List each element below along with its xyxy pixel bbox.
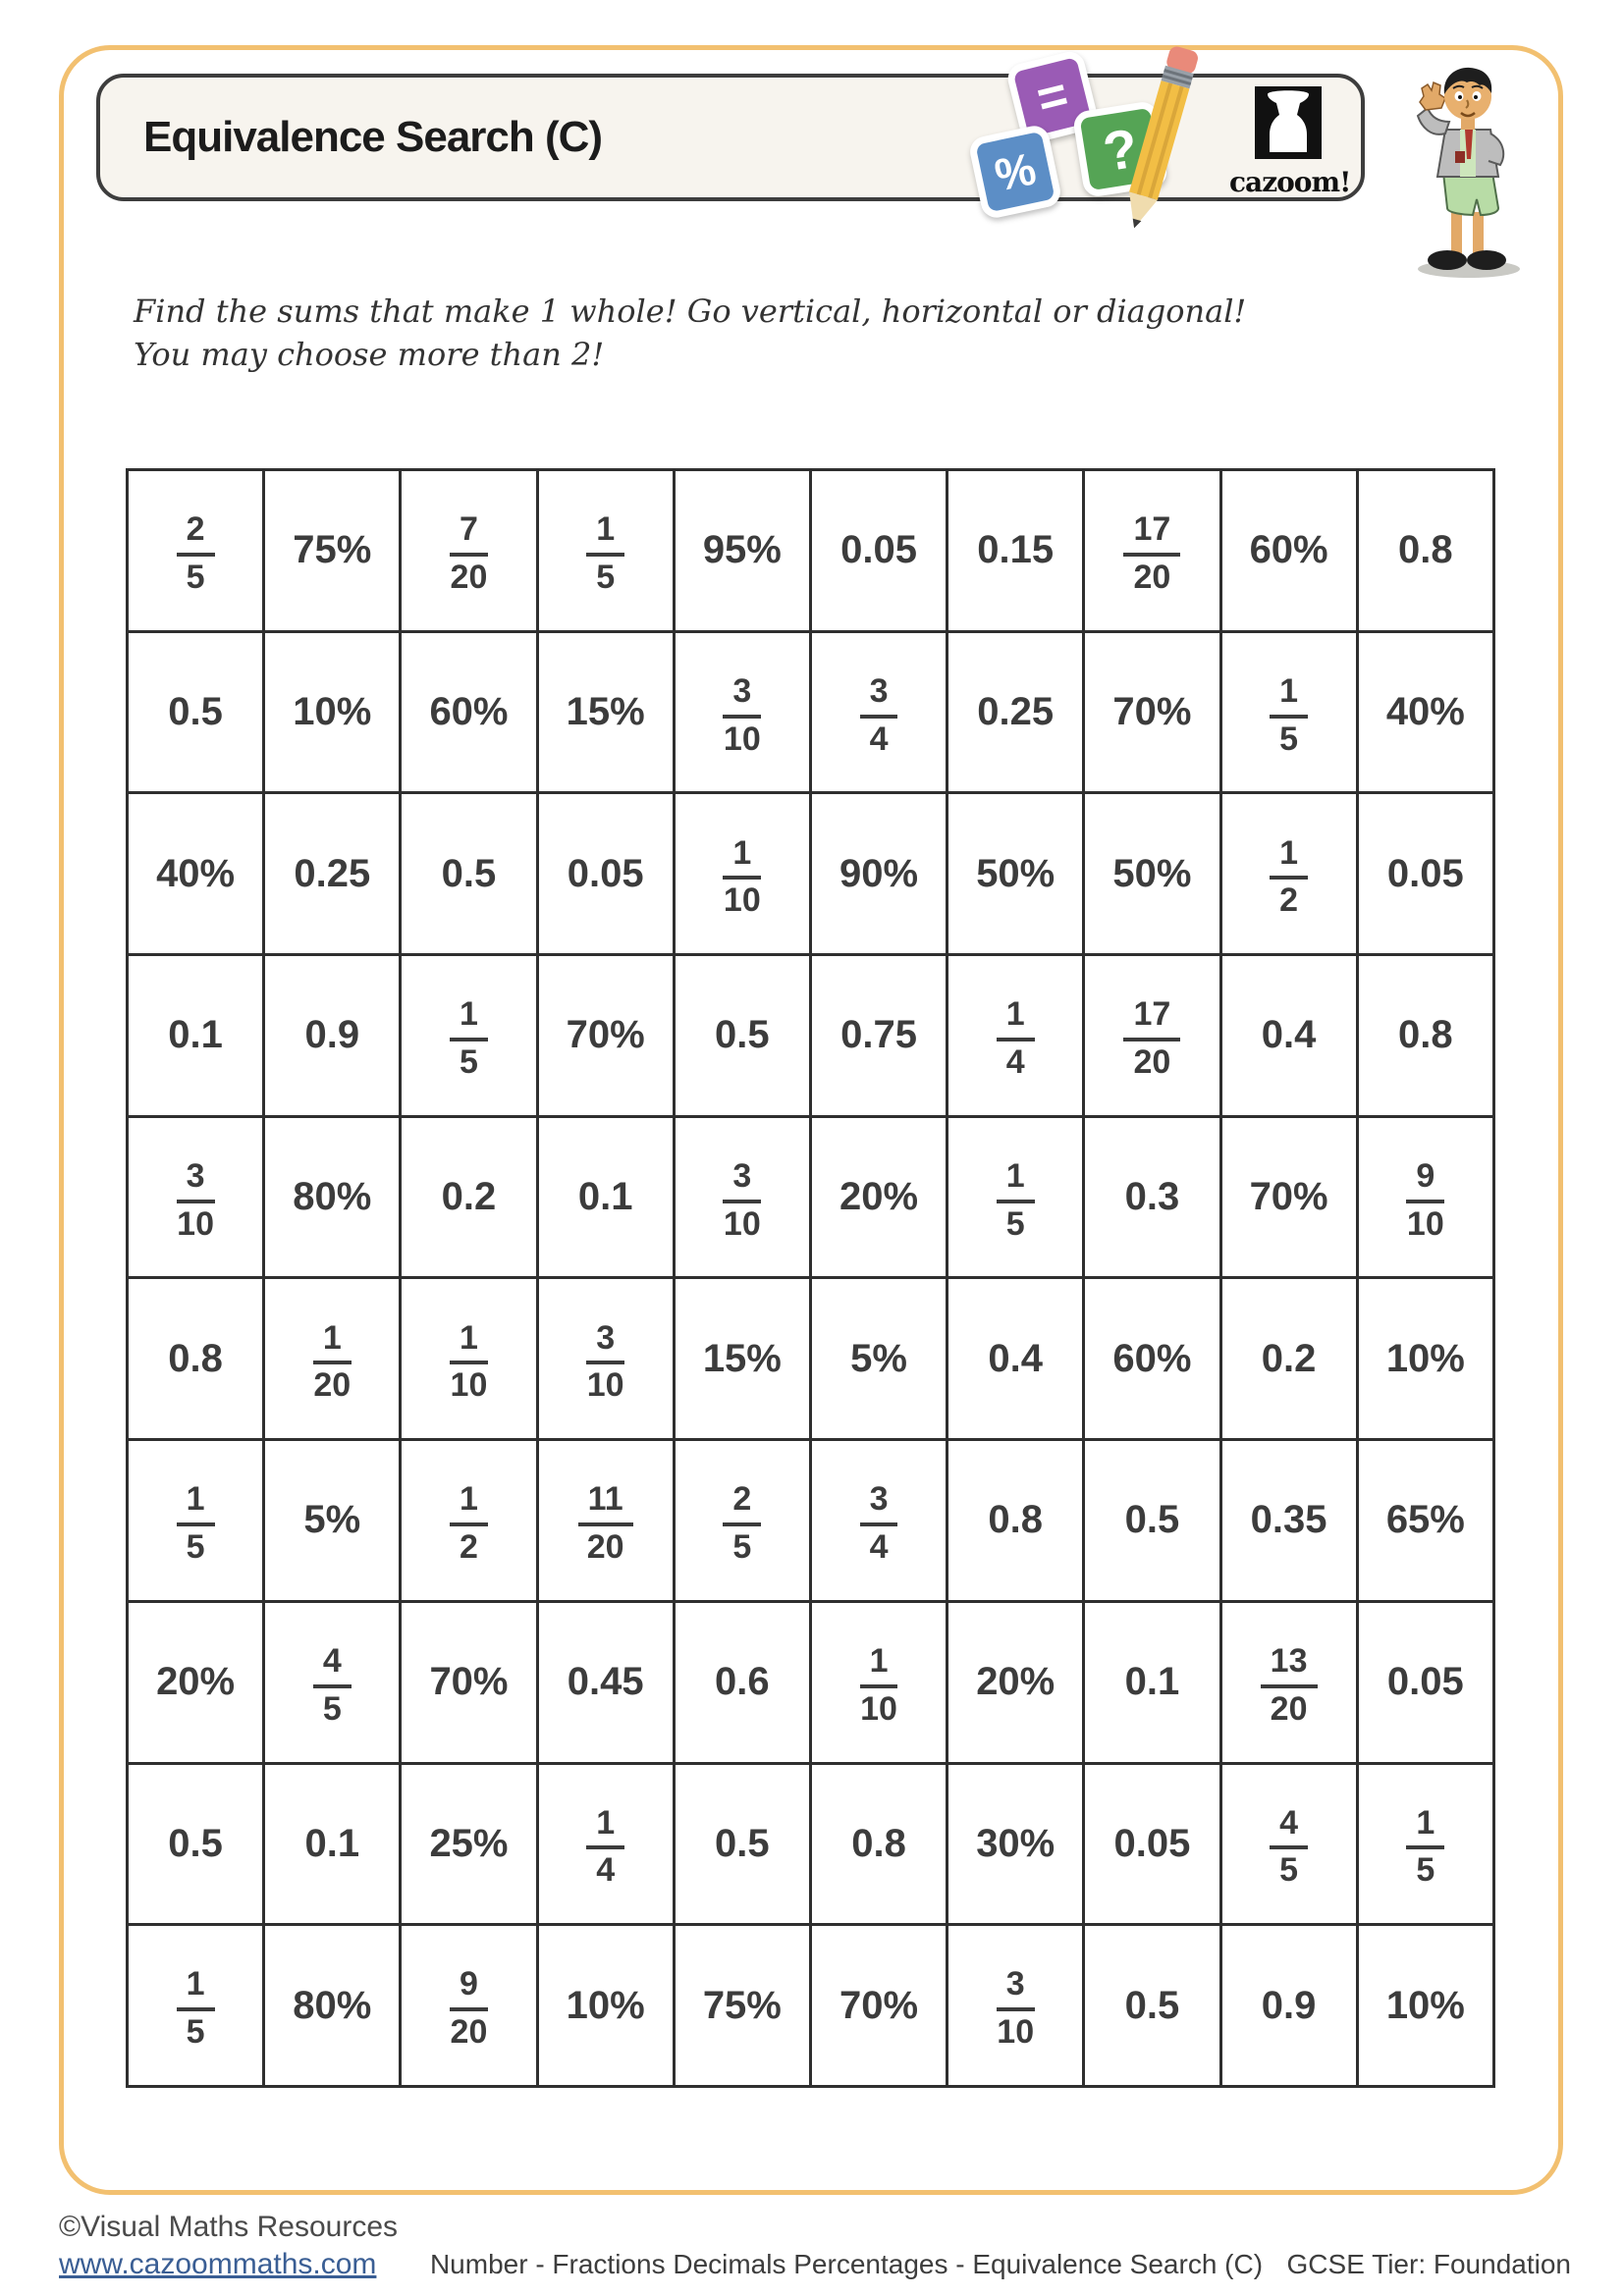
grid-row bbox=[128, 793, 1494, 955]
grid-cell: 60% bbox=[1084, 1278, 1220, 1440]
fraction-value: $\frac{4}{5}$ bbox=[313, 1644, 352, 1727]
grid-cell: 0.75 bbox=[810, 955, 947, 1117]
grid-row bbox=[128, 1278, 1494, 1440]
grid-cell: 0.1 bbox=[537, 1116, 674, 1278]
grid-cell: 0.5 bbox=[128, 631, 264, 793]
grid-cell: 0.15 bbox=[947, 470, 1084, 632]
grid-cell: 0.5 bbox=[401, 793, 537, 955]
grid-cell: 0.05 bbox=[810, 470, 947, 632]
instructions-line-1: Find the sums that make 1 whole! Go vertical, horizontal or diagonal! bbox=[134, 293, 1247, 330]
grid-cell: 30% bbox=[947, 1763, 1084, 1925]
grid-cell bbox=[128, 470, 264, 632]
copyright-text: ©Visual Maths Resources bbox=[59, 2211, 399, 2243]
fraction-value: $\frac{1}{2}$ bbox=[1270, 836, 1308, 919]
grid-cell: 20% bbox=[947, 1601, 1084, 1763]
grid-cell bbox=[401, 1925, 537, 2087]
grid-cell: 0.05 bbox=[1084, 1763, 1220, 1925]
grid-cell: 10% bbox=[1357, 1925, 1493, 2087]
grid-cell: 0.5 bbox=[674, 955, 810, 1117]
grid-cell: 0.5 bbox=[1084, 1440, 1220, 1602]
grid-cell: 0.1 bbox=[1084, 1601, 1220, 1763]
fraction-value: $\frac{1}{5}$ bbox=[997, 1159, 1035, 1242]
grid-cell: 90% bbox=[810, 793, 947, 955]
grid-cell: 5% bbox=[264, 1440, 401, 1602]
equals-glyph: = bbox=[1031, 66, 1074, 129]
grid-cell bbox=[537, 1763, 674, 1925]
grid-cell: 0.8 bbox=[1357, 955, 1493, 1117]
grid-cell bbox=[947, 1925, 1084, 2087]
website-link[interactable]: www.cazoommaths.com bbox=[59, 2248, 377, 2280]
grid-cell bbox=[1220, 1763, 1357, 1925]
fraction-value: $\frac{1}{5}$ bbox=[450, 997, 488, 1080]
grid-cell bbox=[1084, 470, 1220, 632]
grid-cell bbox=[537, 470, 674, 632]
grid-cell bbox=[264, 1601, 401, 1763]
grid-cell: 0.2 bbox=[401, 1116, 537, 1278]
grid-cell: 0.8 bbox=[1357, 470, 1493, 632]
page-title: Equivalence Search (C) bbox=[143, 113, 603, 161]
grid-cell: 0.35 bbox=[1220, 1440, 1357, 1602]
grid-cell: 0.6 bbox=[674, 1601, 810, 1763]
fraction-value: $\frac{3}{10}$ bbox=[177, 1156, 214, 1243]
grid-cell: 0.9 bbox=[264, 955, 401, 1117]
grid-cell bbox=[128, 1440, 264, 1602]
footer-left bbox=[59, 2209, 398, 2288]
grid-cell: 15% bbox=[537, 631, 674, 793]
fraction-value: $\frac{2}{5}$ bbox=[177, 512, 215, 595]
grid-cell bbox=[674, 1440, 810, 1602]
grid-cell: 0.5 bbox=[128, 1763, 264, 1925]
fraction-value: $\frac{1}{5}$ bbox=[177, 1482, 215, 1565]
grid-cell: 0.1 bbox=[128, 955, 264, 1117]
grid-cell: 20% bbox=[128, 1601, 264, 1763]
grid-cell bbox=[401, 955, 537, 1117]
fraction-value: $\frac{3}{10}$ bbox=[723, 1156, 761, 1243]
grid-cell bbox=[128, 1116, 264, 1278]
worksheet-grid-body bbox=[128, 470, 1494, 2087]
grid-cell: 70% bbox=[1084, 631, 1220, 793]
grid-cell bbox=[674, 631, 810, 793]
mascot-boy-illustration bbox=[1396, 57, 1534, 281]
grid-cell bbox=[537, 1440, 674, 1602]
fraction-value: $\frac{3}{4}$ bbox=[860, 674, 898, 757]
question-glyph: ? bbox=[1099, 116, 1142, 183]
grid-cell: 80% bbox=[264, 1925, 401, 2087]
grid-cell: 0.25 bbox=[947, 631, 1084, 793]
grid-cell: 10% bbox=[1357, 1278, 1493, 1440]
grid-cell: 0.4 bbox=[1220, 955, 1357, 1117]
grid-cell: 0.9 bbox=[1220, 1925, 1357, 2087]
grid-cell: 20% bbox=[810, 1116, 947, 1278]
fraction-value: $\frac{1}{4}$ bbox=[586, 1806, 624, 1889]
grid-cell: 0.2 bbox=[1220, 1278, 1357, 1440]
fraction-value: $\frac{2}{5}$ bbox=[723, 1482, 761, 1565]
grid-cell: 40% bbox=[128, 793, 264, 955]
fraction-value: $\frac{3}{10}$ bbox=[723, 671, 761, 758]
worksheet-grid bbox=[126, 468, 1495, 2088]
grid-cell: 60% bbox=[401, 631, 537, 793]
fraction-value: $\frac{1}{5}$ bbox=[586, 512, 624, 595]
grid-cell bbox=[1220, 793, 1357, 955]
percent-tile-icon bbox=[967, 123, 1063, 220]
grid-cell: 0.4 bbox=[947, 1278, 1084, 1440]
grid-cell: 10% bbox=[264, 631, 401, 793]
grid-cell bbox=[401, 1440, 537, 1602]
fraction-value: $\frac{1}{10}$ bbox=[723, 833, 761, 920]
grid-cell: 0.5 bbox=[1084, 1925, 1220, 2087]
fraction-value: $\frac{1}{10}$ bbox=[450, 1318, 488, 1405]
worksheet-category: Number - Fractions Decimals Percentages - Equivalence Search (C) bbox=[429, 2249, 1264, 2279]
grid-cell: 0.05 bbox=[1357, 1601, 1493, 1763]
grid-cell bbox=[947, 1116, 1084, 1278]
grid-cell: 15% bbox=[674, 1278, 810, 1440]
fraction-value: $\frac{7}{20}$ bbox=[450, 510, 488, 596]
grid-cell: 0.1 bbox=[264, 1763, 401, 1925]
grid-cell bbox=[128, 1925, 264, 2087]
grid-cell bbox=[537, 1278, 674, 1440]
percent-glyph: % bbox=[990, 142, 1041, 201]
grid-cell: 60% bbox=[1220, 470, 1357, 632]
grid-cell: 0.45 bbox=[537, 1601, 674, 1763]
fraction-value: $\frac{1}{20}$ bbox=[313, 1318, 352, 1405]
fraction-value: $\frac{17}{20}$ bbox=[1123, 512, 1180, 595]
grid-cell: 70% bbox=[810, 1925, 947, 2087]
grid-cell: 0.8 bbox=[128, 1278, 264, 1440]
grid-cell: 0.8 bbox=[810, 1763, 947, 1925]
fraction-value: $\frac{1}{5}$ bbox=[1406, 1806, 1444, 1889]
grid-cell bbox=[810, 631, 947, 793]
grid-cell: 0.05 bbox=[1357, 793, 1493, 955]
fraction-value: $\frac{1}{2}$ bbox=[450, 1482, 488, 1565]
grid-cell bbox=[1084, 955, 1220, 1117]
instructions-text bbox=[134, 290, 1246, 376]
fraction-value: $\frac{1}{5}$ bbox=[1270, 674, 1308, 757]
grid-cell: 50% bbox=[1084, 793, 1220, 955]
grid-cell: 0.5 bbox=[674, 1763, 810, 1925]
grid-row bbox=[128, 1763, 1494, 1925]
grid-cell: 25% bbox=[401, 1763, 537, 1925]
grid-row bbox=[128, 1601, 1494, 1763]
grid-cell: 75% bbox=[674, 1925, 810, 2087]
instructions-line-2: You may choose more than 2! bbox=[134, 336, 605, 373]
grid-cell: 70% bbox=[537, 955, 674, 1117]
fraction-value: $\frac{13}{20}$ bbox=[1261, 1644, 1318, 1727]
fraction-value: $\frac{1}{4}$ bbox=[997, 997, 1035, 1080]
grid-cell: 70% bbox=[401, 1601, 537, 1763]
grid-cell: 0.3 bbox=[1084, 1116, 1220, 1278]
grid-row bbox=[128, 631, 1494, 793]
grid-cell bbox=[401, 470, 537, 632]
grid-cell: 0.8 bbox=[947, 1440, 1084, 1602]
grid-row bbox=[128, 955, 1494, 1117]
grid-cell bbox=[947, 955, 1084, 1117]
grid-cell: 5% bbox=[810, 1278, 947, 1440]
grid-cell bbox=[674, 1116, 810, 1278]
fraction-value: $\frac{3}{4}$ bbox=[860, 1482, 898, 1565]
grid-cell: 0.05 bbox=[537, 793, 674, 955]
fraction-value: $\frac{9}{20}$ bbox=[450, 1965, 488, 2052]
grid-row bbox=[128, 1116, 1494, 1278]
grid-row bbox=[128, 1440, 1494, 1602]
grid-cell bbox=[264, 1278, 401, 1440]
grid-row bbox=[128, 1925, 1494, 2087]
cazoom-logo bbox=[1229, 86, 1351, 198]
grid-row bbox=[128, 470, 1494, 632]
grid-cell: 80% bbox=[264, 1116, 401, 1278]
fraction-value: $\frac{3}{10}$ bbox=[997, 1965, 1035, 2052]
grid-cell: 50% bbox=[947, 793, 1084, 955]
fraction-value: $\frac{11}{20}$ bbox=[578, 1482, 633, 1565]
fraction-value: $\frac{4}{5}$ bbox=[1270, 1806, 1308, 1889]
grid-cell: 0.25 bbox=[264, 793, 401, 955]
grid-cell: 70% bbox=[1220, 1116, 1357, 1278]
grid-cell bbox=[810, 1440, 947, 1602]
grid-cell bbox=[1220, 1601, 1357, 1763]
grid-cell: 10% bbox=[537, 1925, 674, 2087]
grid-cell: 40% bbox=[1357, 631, 1493, 793]
grid-cell: 75% bbox=[264, 470, 401, 632]
fraction-value: $\frac{1}{10}$ bbox=[860, 1641, 897, 1728]
fraction-value: $\frac{9}{10}$ bbox=[1406, 1156, 1444, 1243]
grid-cell: 95% bbox=[674, 470, 810, 632]
fraction-value: $\frac{1}{5}$ bbox=[177, 1967, 215, 2050]
grid-cell bbox=[1357, 1763, 1493, 1925]
fraction-value: $\frac{3}{10}$ bbox=[586, 1318, 624, 1405]
gcse-tier-label: GCSE Tier: Foundation bbox=[1286, 2249, 1571, 2279]
grid-cell: 65% bbox=[1357, 1440, 1493, 1602]
grid-cell bbox=[401, 1278, 537, 1440]
fraction-value: $\frac{17}{20}$ bbox=[1123, 997, 1180, 1080]
grid-cell bbox=[674, 793, 810, 955]
cazoom-drum-icon bbox=[1253, 86, 1324, 159]
grid-cell bbox=[1357, 1116, 1493, 1278]
grid-cell bbox=[810, 1601, 947, 1763]
grid-cell bbox=[1220, 631, 1357, 793]
cazoom-brand-text: cazoom! bbox=[1229, 166, 1351, 198]
